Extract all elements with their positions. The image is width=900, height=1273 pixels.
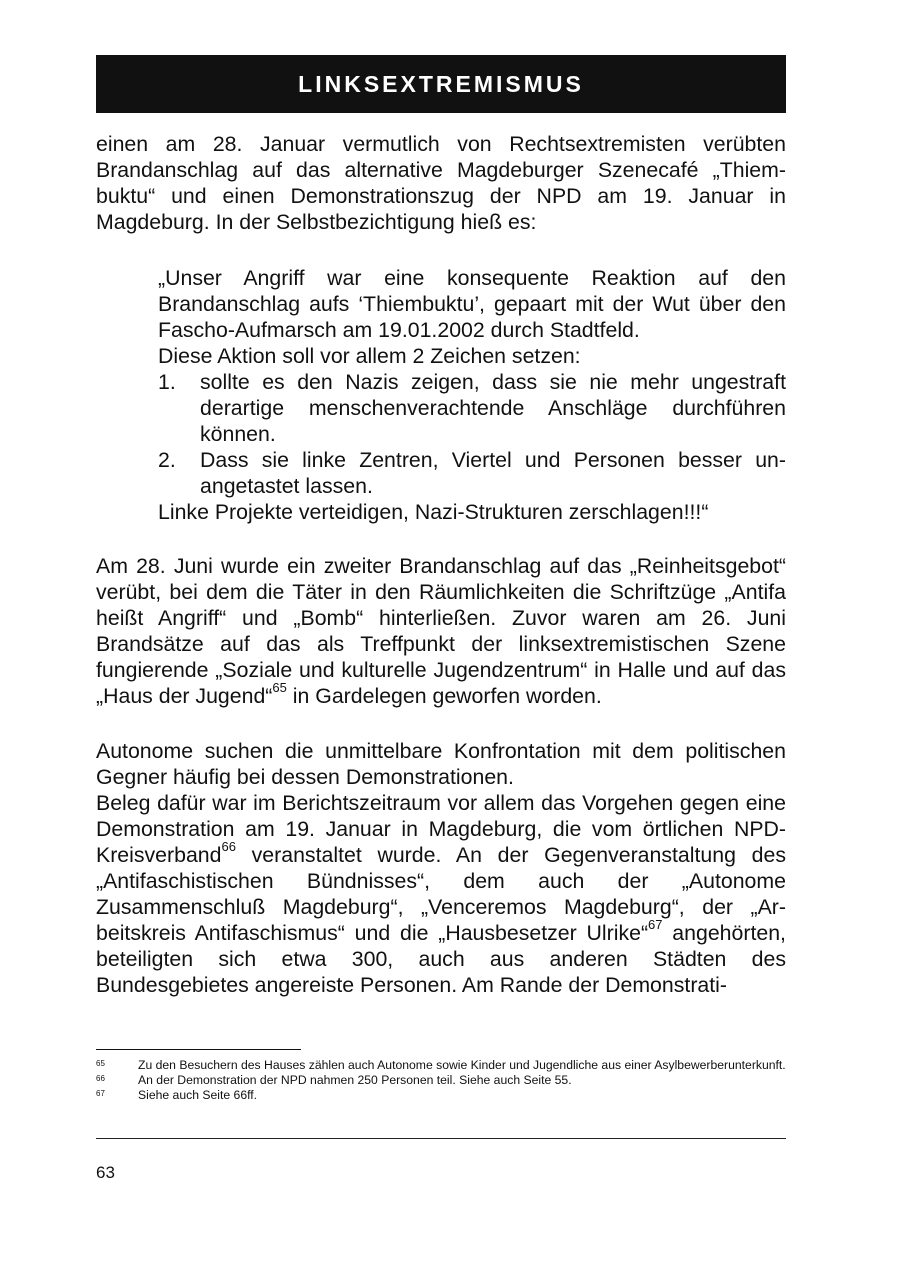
list-number: 2. [158,448,176,472]
quote-block [158,265,786,525]
footnote-ref-66: 66 [221,838,236,854]
page-number: 63 [96,1163,115,1182]
quote-list-item [158,447,786,499]
footnote-ref-65: 65 [272,679,287,695]
footnote [96,1088,786,1103]
footnote-number: 67 [96,1089,105,1098]
paragraph-2-end: in Gardelegen geworfen worden. [286,684,602,708]
list-number: 1. [158,370,176,394]
paragraph-2-body: Am 28. Juni wurde ein zweiter Brandanschlag auf das „Reinheitsgebot“ verübt, bei dem die Täter in den Räumlichkeiten die Schriftzüge „Antifa heißt Angriff“ und „Bomb“ hinterließen. Zuvor waren am 26. Juni Brandsätze auf das als Treffpunkt der linksextremistischen Szene fungierende „Soziale und kulturelle Jugendzentrum“ in Halle und auf das „Haus der Jugend“ [96,554,786,708]
footnote-divider [96,1049,301,1050]
footnote [96,1058,786,1073]
footnote-text: An der Demonstration der NPD nahmen 250 Personen teil. Siehe auch Seite 55. [138,1073,572,1087]
footnote-text: Zu den Besuchern des Hauses zählen auch Autonome sowie Kinder und Jugendliche aus einer Asylbewerberunterkunft. [138,1058,786,1072]
chapter-title: LINKSEXTREMISMUS [298,70,584,97]
chapter-header [96,55,786,113]
quote-intro: „Unser Angriff war eine konsequente Reaktion auf den Brandanschlag aufs ‘Thiembuktu’, gepaart mit der Wut über den Fascho-Aufmarsch am 19.01.2002 durch Stadtfeld. [158,266,786,342]
footnote-number: 66 [96,1074,105,1083]
footnotes [96,1058,786,1103]
paragraph-4-text [96,790,786,998]
paragraph-3 [96,738,786,998]
paragraph-3-text: Autonome suchen die unmittelbare Konfrontation mit dem politischen Gegner häufig bei dessen Demonstrationen. [96,739,786,789]
paragraph-1-text: einen am 28. Januar vermutlich von Rechtsextremisten verübten Brandanschlag auf das alternative Magdeburger Szenecafé „Thiembuktu“ und einen Demonstrationszug der NPD am 19. Januar in Magdeburg. In der Selbstbezichtigung hieß es: [96,132,786,234]
quote-list-item [158,369,786,447]
paragraph-4-part-c: angehörten, beteiligten sich etwa 300, auch aus anderen Städten des Bundesgebietes angereiste Personen. Am Rande der Demonstrati- [96,921,786,997]
paragraph-2-text [96,553,786,709]
list-item-text: Dass sie linke Zentren, Viertel und Personen besser unangetastet lassen. [200,448,786,498]
paragraph-2 [96,553,786,709]
footnote-text: Siehe auch Seite 66ff. [138,1088,258,1102]
footnote-number: 65 [96,1059,105,1068]
footnote [96,1073,786,1088]
paragraph-1 [96,131,786,235]
paragraph-4-part-a: Beleg dafür war im Berichtszeitraum vor allem das Vorgehen gegen eine Demonstration am 19. Januar in Magdeburg, die vom örtlichen NPD-Kreisverband [96,791,786,867]
list-item-text: sollte es den Nazis zeigen, dass sie nie mehr ungestraft derartige menschenverachtende Anschläge durchführen können. [200,370,786,446]
quote-list [158,369,786,499]
paragraph-4-part-b: veranstaltet wurde. An der Gegenveranstaltung des „Antifaschistischen Bündnisses“, dem auch der „Autonome Zusammenschluß Magdeburg“, „Venceremos Magdeburg“, der „Arbeitskreis Antifaschismus“ und die „Hausbesetzer Ulrike“ [96,843,786,945]
quote-closing: Linke Projekte verteidigen, Nazi-Strukturen zerschlagen!!!“ [158,500,709,524]
page-bottom-divider [96,1138,786,1139]
quote-line: Diese Aktion soll vor allem 2 Zeichen setzen: [158,344,581,368]
footnote-ref-67: 67 [648,916,663,932]
